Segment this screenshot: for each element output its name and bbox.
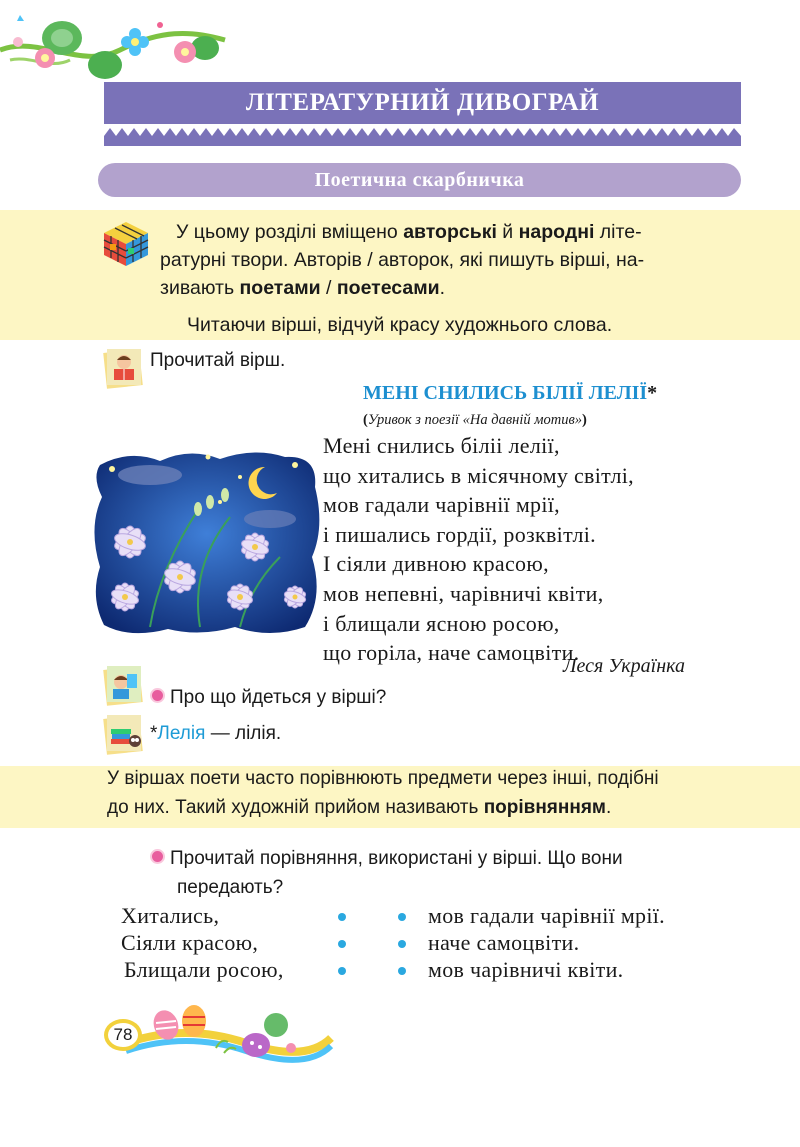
task-read: Прочитай вірш. [150,350,286,371]
compare-task-line-1 [150,848,623,870]
poem-source [363,412,587,429]
rubiks-cube-icon [102,220,150,268]
poem-line: мов гадали чарівнії мрії, [323,492,560,518]
match-left-item: Блищали росою, [124,957,284,982]
intro-line-2: ратурні твори. Авторів / авторок, які пишуть вірші, на- [160,249,645,271]
poem-title [363,382,657,405]
rule-line-1: У віршах поети часто порівнюють предмети через інші, подібні [107,768,659,789]
match-dot-left[interactable] [338,967,346,975]
intro-text: . [439,277,446,299]
poem-stanza [323,431,634,668]
question-child-icon [103,664,145,706]
match-dot-left[interactable] [338,913,346,921]
glossary-word: Лелія [157,723,206,744]
poem-line: і пишались гордії, розквітлі. [323,521,596,547]
match-dot-right[interactable] [398,967,406,975]
books-owl-icon [103,713,145,755]
compare-task-line-2: передають? [177,877,284,898]
reading-boy-icon [103,347,145,389]
bullet-icon [150,849,165,864]
match-right-item: мов чарівничі квіти. [428,957,624,982]
intro-text: й [496,221,519,243]
poem-line: І сіяли дивною красою, [323,551,549,577]
section-title: ЛІТЕРАТУРНИЙ ДИВОГРАЙ [245,89,600,116]
compare-task-text: Прочитай порівняння, використані у вірші. Що вони [170,848,623,869]
match-right-item: наче самоцвіти. [428,930,580,955]
rule-bold: порівнянням [483,797,606,818]
poem-title-text: МЕНІ СНИЛИСЬ БІЛІЇ ЛЕЛІЇ [363,382,648,404]
poem-line: що горіла, наче самоцвіти. [323,640,580,666]
page-number: 78 [104,1019,142,1051]
match-right-item: мов гадали чарівнії мрії. [428,903,665,928]
subtitle-pill [98,163,741,197]
match-dot-right[interactable] [398,913,406,921]
paren: ) [582,412,587,428]
glossary-definition: — лілія. [205,723,282,744]
intro-bold: народні [518,221,595,243]
rule-line-2 [107,797,611,819]
intro-text: літе- [594,221,642,243]
bullet-icon [150,688,165,703]
footnote-mark: * [647,382,658,404]
flower-vine-icon [0,0,230,85]
intro-bold: поетами [239,277,321,299]
match-dot-left[interactable] [338,940,346,948]
poem-line: Мені снились біліі лелії, [323,433,560,458]
question-text: Про що йдеться у вірші? [170,687,387,708]
poem-line: мов непевні, чарівничі квіти, [323,580,604,606]
poem-source-text: Уривок з поезії «На давній мотив» [367,412,582,428]
intro-bold: поетесами [336,277,440,299]
match-left-item: Сіяли красою, [121,930,259,955]
night-lilies-illustration [90,447,322,635]
question-line [150,687,386,709]
rule-text: до них. Такий художній прийом називають [107,797,484,818]
poem-line: що хитались в місячному світлі, [323,462,634,488]
footnote-mark: * [150,723,158,744]
poem-author: Леся Українка [563,655,685,677]
zigzag-border [104,124,741,146]
intro-text: зивають [160,277,240,299]
intro-bold: авторські [403,221,497,243]
rule-text: . [606,797,612,818]
glossary-line [150,723,281,745]
intro-line-3 [160,274,445,302]
intro-text: У цьому розділі вміщено [176,221,404,243]
match-dot-right[interactable] [398,940,406,948]
section-banner [104,82,741,124]
intro-line-1 [176,218,642,246]
match-left-item: Хитались, [121,903,220,928]
subtitle: Поетична скарбничка [314,168,525,191]
paren: ( [363,412,368,428]
intro-text: / [320,277,337,299]
poem-line: і блищали ясною росою, [323,610,560,636]
intro-line-4: Читаючи вірші, відчуй красу художнього слова. [187,314,613,336]
